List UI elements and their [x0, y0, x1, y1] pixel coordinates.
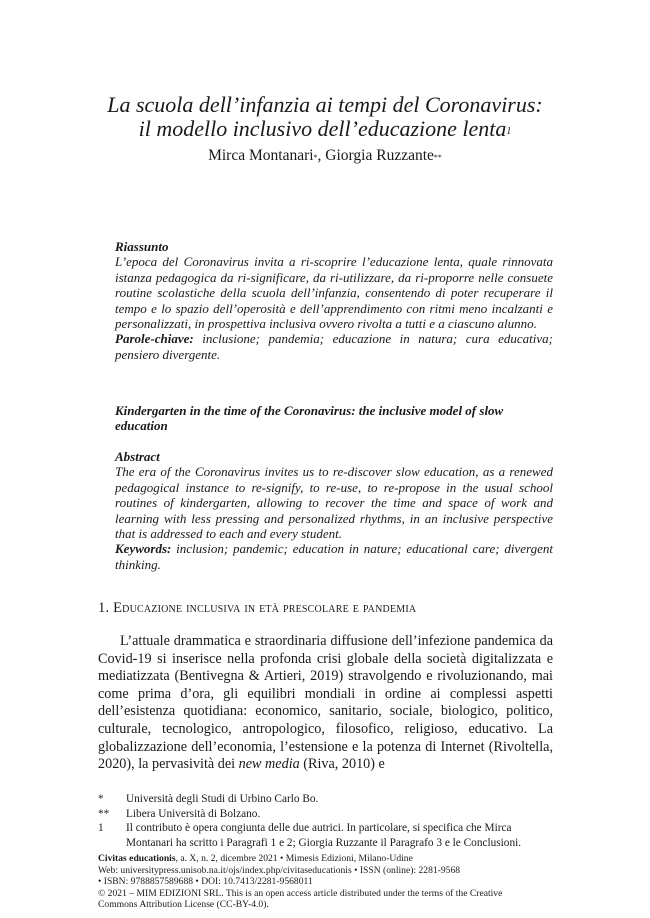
abstract-italian [115, 239, 553, 362]
authors [60, 146, 590, 166]
footnote-text: Università degli Studi di Urbino Carlo Bo. [126, 793, 319, 805]
author-2-mark: ** [433, 153, 442, 162]
footnote [98, 807, 558, 822]
english-title: Kindergarten in the time of the Coronavirus: the inclusive model of slow education [115, 403, 504, 434]
article-title [60, 93, 590, 141]
colophon-line-5: Commons Attribution License (CC-BY-4.0). [98, 899, 269, 911]
abstract-heading: Abstract [115, 449, 160, 464]
footnotes [98, 792, 558, 850]
footnote-mark: * [98, 793, 104, 805]
parole-chiave [115, 331, 553, 362]
author-1-mark: * [313, 153, 318, 162]
footnote-mark: ** [98, 807, 110, 820]
body-paragraph [98, 633, 553, 774]
body-text-part-b: (Riva, 2010) e [299, 756, 385, 773]
abstract-english [115, 449, 553, 572]
title-footnote-mark: 1 [506, 126, 512, 137]
section-title: Educazione inclusiva in età prescolare e pandemia [113, 600, 417, 616]
title-line-1: La scuola dell’infanzia ai tempi del Coronavirus: [107, 92, 543, 117]
colophon [98, 853, 568, 911]
keywords-label: Keywords: [115, 541, 172, 557]
colophon-line-1 [98, 853, 568, 865]
author-separator: , [317, 147, 326, 164]
colophon-line-2: Web: universitypress.unisob.na.it/ojs/index.php/civitaseducationis • ISSN (online): 2281-9568 [98, 864, 461, 876]
section-heading [98, 599, 416, 617]
footnote [98, 821, 558, 850]
parole-chiave-label: Parole-chiave: [115, 331, 194, 347]
riassunto-text: L’epoca del Coronavirus invita a ri-scoprire l’educazione lenta, quale rinnovata istanza pedagogica da ri-significare, da ri-utilizzare, da ri-proporre nelle consuete routine scolastiche della scuola dell’infanzia, consentendo di poter recuperare il tempo e lo spazio dell’operosità e dell’apprendimento con ritmi meno incalzanti e personalizzati, in prospettiva inclusiva ovvero rivolta a tutti e a ciascuno alunno. [115, 254, 553, 332]
colophon-line-3: • ISBN: 9788857589688 • DOI: 10.7413/2281-9568011 [98, 876, 313, 888]
footnote-text: Libera Università di Bolzano. [126, 807, 261, 820]
parole-chiave-values: inclusione; pandemia; educazione in natura; cura educativa; pensiero divergente. [115, 331, 553, 362]
keywords-values: inclusion; pandemic; education in nature; educational care; divergent thinking. [115, 541, 553, 572]
author-1: Mirca Montanari [208, 147, 314, 164]
journal-issue: , a. X, n. 2, dicembre 2021 • Mimesis Edizioni, Milano-Udine [175, 853, 413, 864]
section-number: 1. [98, 600, 114, 616]
body-text-italic: new media [238, 756, 300, 773]
colophon-line-4: © 2021 – MIM EDIZIONI SRL. This is an open access article distributed under the terms of the Creative [98, 887, 503, 899]
title-line-2: il modello inclusivo dell’educazione lenta [138, 116, 507, 141]
footnote [98, 792, 558, 807]
footnote-text: Il contributo è opera congiunta delle due autrici. In particolare, si specifica che Mirca Montanari ha scritto i Paragrafi 1 e 2; Giorgia Ruzzante il Paragrafo 3 e le Conclusioni. [126, 822, 522, 849]
keywords [115, 541, 553, 572]
abstract-text: The era of the Coronavirus invites us to re-discover slow education, as a renewed pedagogical instance to re-signify, to re-use, to re-propose in the usual school routines of kindergarten, allowing to recover the time and space of work and learning with less pressing and personalized rhythms, in an inclusive perspective that is addressed to each and every student. [115, 464, 553, 542]
author-2: Giorgia Ruzzante [325, 147, 434, 164]
footnote-mark: 1 [98, 822, 104, 834]
body-text-part-a: L’attuale drammatica e straordinaria diffusione dell’infezione pandemica da Covid-19 si inserisce nella profonda crisi globale della società digitalizzata e mediatizzata (Bentivegna & Artieri, 2019) stravolgendo e rivoluzionando, mai come prima d’ora, gli equilibri mondiali in ordine ai complessi aspetti dell’esistenza quotidiana: economico, sanitario, sociale, biologico, politico, culturale, tecnologico, antropologico, filosofico, religioso, educativo. La globalizzazione dell’economia, l’estensione e la potenza di Internet (Rivoltella, 2020), la pervasività dei [98, 633, 553, 773]
journal-name: Civitas educationis [98, 853, 176, 864]
riassunto-heading: Riassunto [115, 239, 169, 254]
